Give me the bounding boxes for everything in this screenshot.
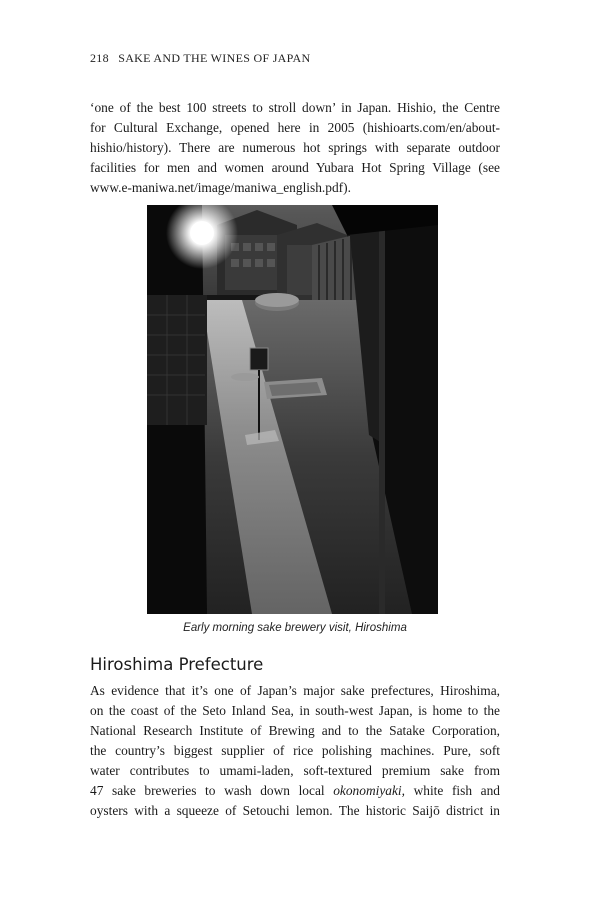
text-line: As evidence that it’s one of Japan’s major sake prefectures, Hiroshima, [90, 683, 500, 698]
book-title: SAKE AND THE WINES OF JAPAN [118, 51, 311, 65]
text-segment: white fish and [404, 783, 500, 798]
text-segment: 47 sake breweries to wash down local [90, 783, 334, 798]
body-paragraph-bottom [90, 681, 500, 821]
text-line [90, 781, 500, 801]
text-line: oysters with a squeeze of Setouchi lemon. The historic Saijō district in [90, 803, 500, 818]
text-line: hishio/history). There are numerous hot springs with separate outdoor [90, 140, 500, 155]
text-line: ‘one of the best 100 streets to stroll down’ in Japan. Hishio, the Centre [90, 100, 500, 115]
brewery-photo [147, 205, 438, 614]
section-heading: Hiroshima Prefecture [90, 655, 264, 674]
text-line: on the coast of the Seto Inland Sea, in south-west Japan, is home to the [90, 703, 500, 718]
text-line: www.e-maniwa.net/image/maniwa_english.pdf). [90, 180, 351, 195]
page-number: 218 [90, 51, 109, 65]
text-line: facilities for men and women around Yubara Hot Spring Village (see [90, 160, 500, 175]
text-line: water contributes to umami-laden, soft-textured premium sake from [90, 763, 500, 778]
italic-term: okonomiyaki, [333, 783, 405, 798]
text-line: National Research Institute of Brewing and to the Satake Corporation, [90, 723, 500, 738]
brewery-street-image [147, 205, 438, 614]
text-line: for Cultural Exchange, opened here in 2005 (hishioarts.com/en/about- [90, 120, 500, 135]
figure-caption: Early morning sake brewery visit, Hiroshima [183, 622, 407, 634]
text-line: the country’s biggest supplier of rice polishing machines. Pure, soft [90, 743, 500, 758]
running-head [90, 51, 310, 66]
body-paragraph-top [90, 98, 500, 198]
